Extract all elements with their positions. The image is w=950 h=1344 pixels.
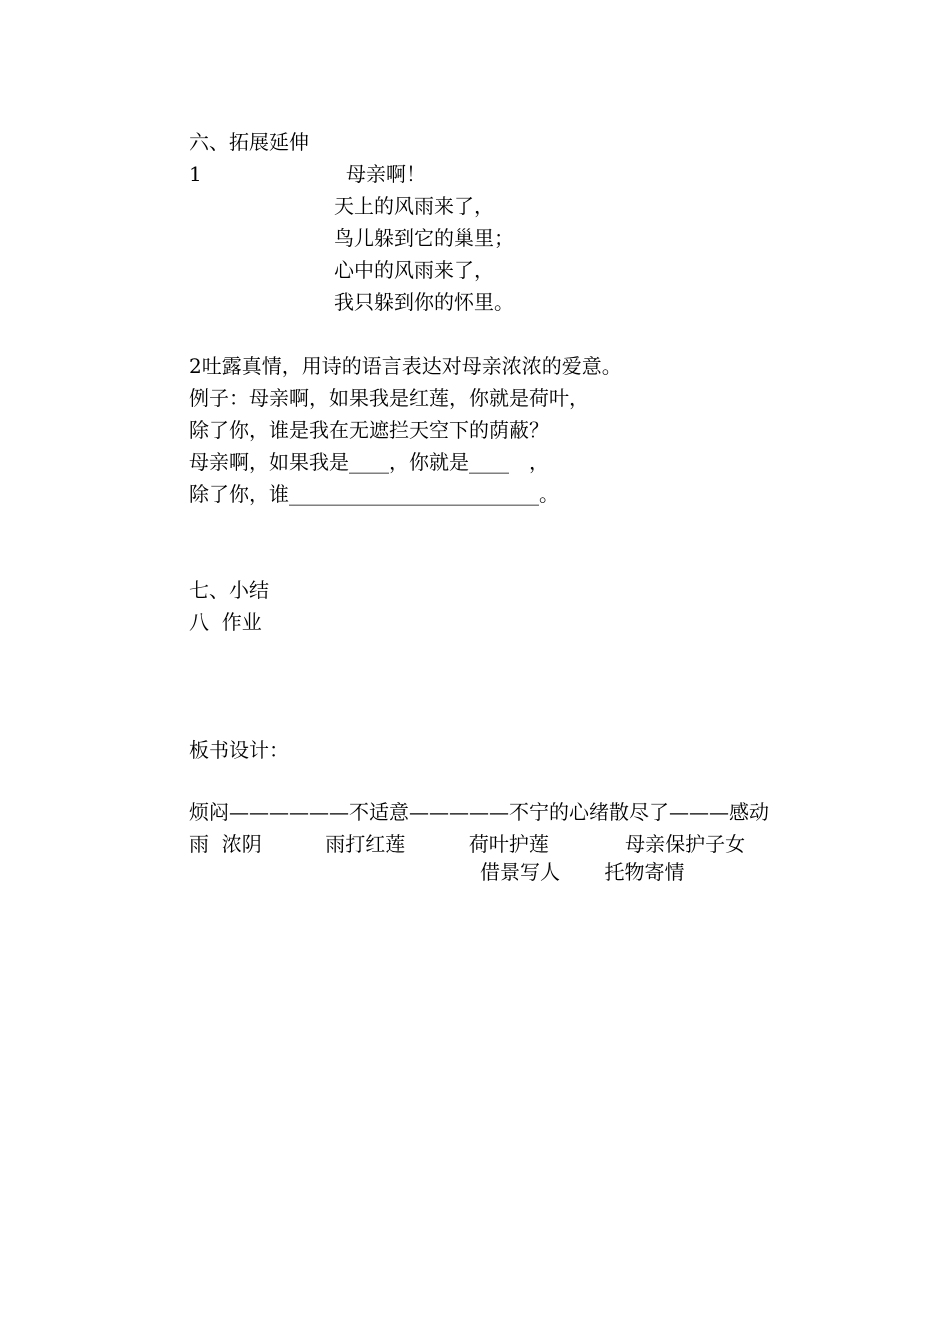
- item-2-prompt: 2吐露真情，用诗的语言表达对母亲浓浓的爱意。: [189, 354, 622, 378]
- example-line-1: 例子：母亲啊，如果我是红莲，你就是荷叶，: [189, 386, 589, 410]
- poem-line-4: 心中的风雨来了，: [334, 258, 494, 282]
- item-1-number: 1: [189, 162, 202, 186]
- board-design-title: 板书设计：: [189, 738, 289, 762]
- board-row-3: 借景写人 托物寄情: [480, 860, 685, 884]
- section-8-heading: 八 作业: [189, 610, 262, 634]
- poem-line-2: 天上的风雨来了，: [334, 194, 494, 218]
- board-row-2: 雨 浓阴 雨打红莲 荷叶护莲 母亲保护子女: [189, 832, 746, 856]
- section-6-heading: 六、拓展延伸: [189, 130, 309, 154]
- poem-line-1: 母亲啊！: [346, 162, 426, 186]
- fill-blank-line-1: 母亲啊，如果我是____，你就是____ ，: [189, 450, 549, 474]
- fill-blank-line-2: 除了你，谁_________________________。: [189, 482, 559, 506]
- board-row-1: 烦闷——————不适意—————不宁的心绪散尽了———感动: [189, 800, 769, 824]
- section-7-heading: 七、小结: [189, 578, 269, 602]
- example-line-2: 除了你，谁是我在无遮拦天空下的荫蔽？: [189, 418, 549, 442]
- poem-line-5: 我只躲到你的怀里。: [334, 290, 514, 314]
- poem-line-3: 鸟儿躲到它的巢里；: [334, 226, 514, 250]
